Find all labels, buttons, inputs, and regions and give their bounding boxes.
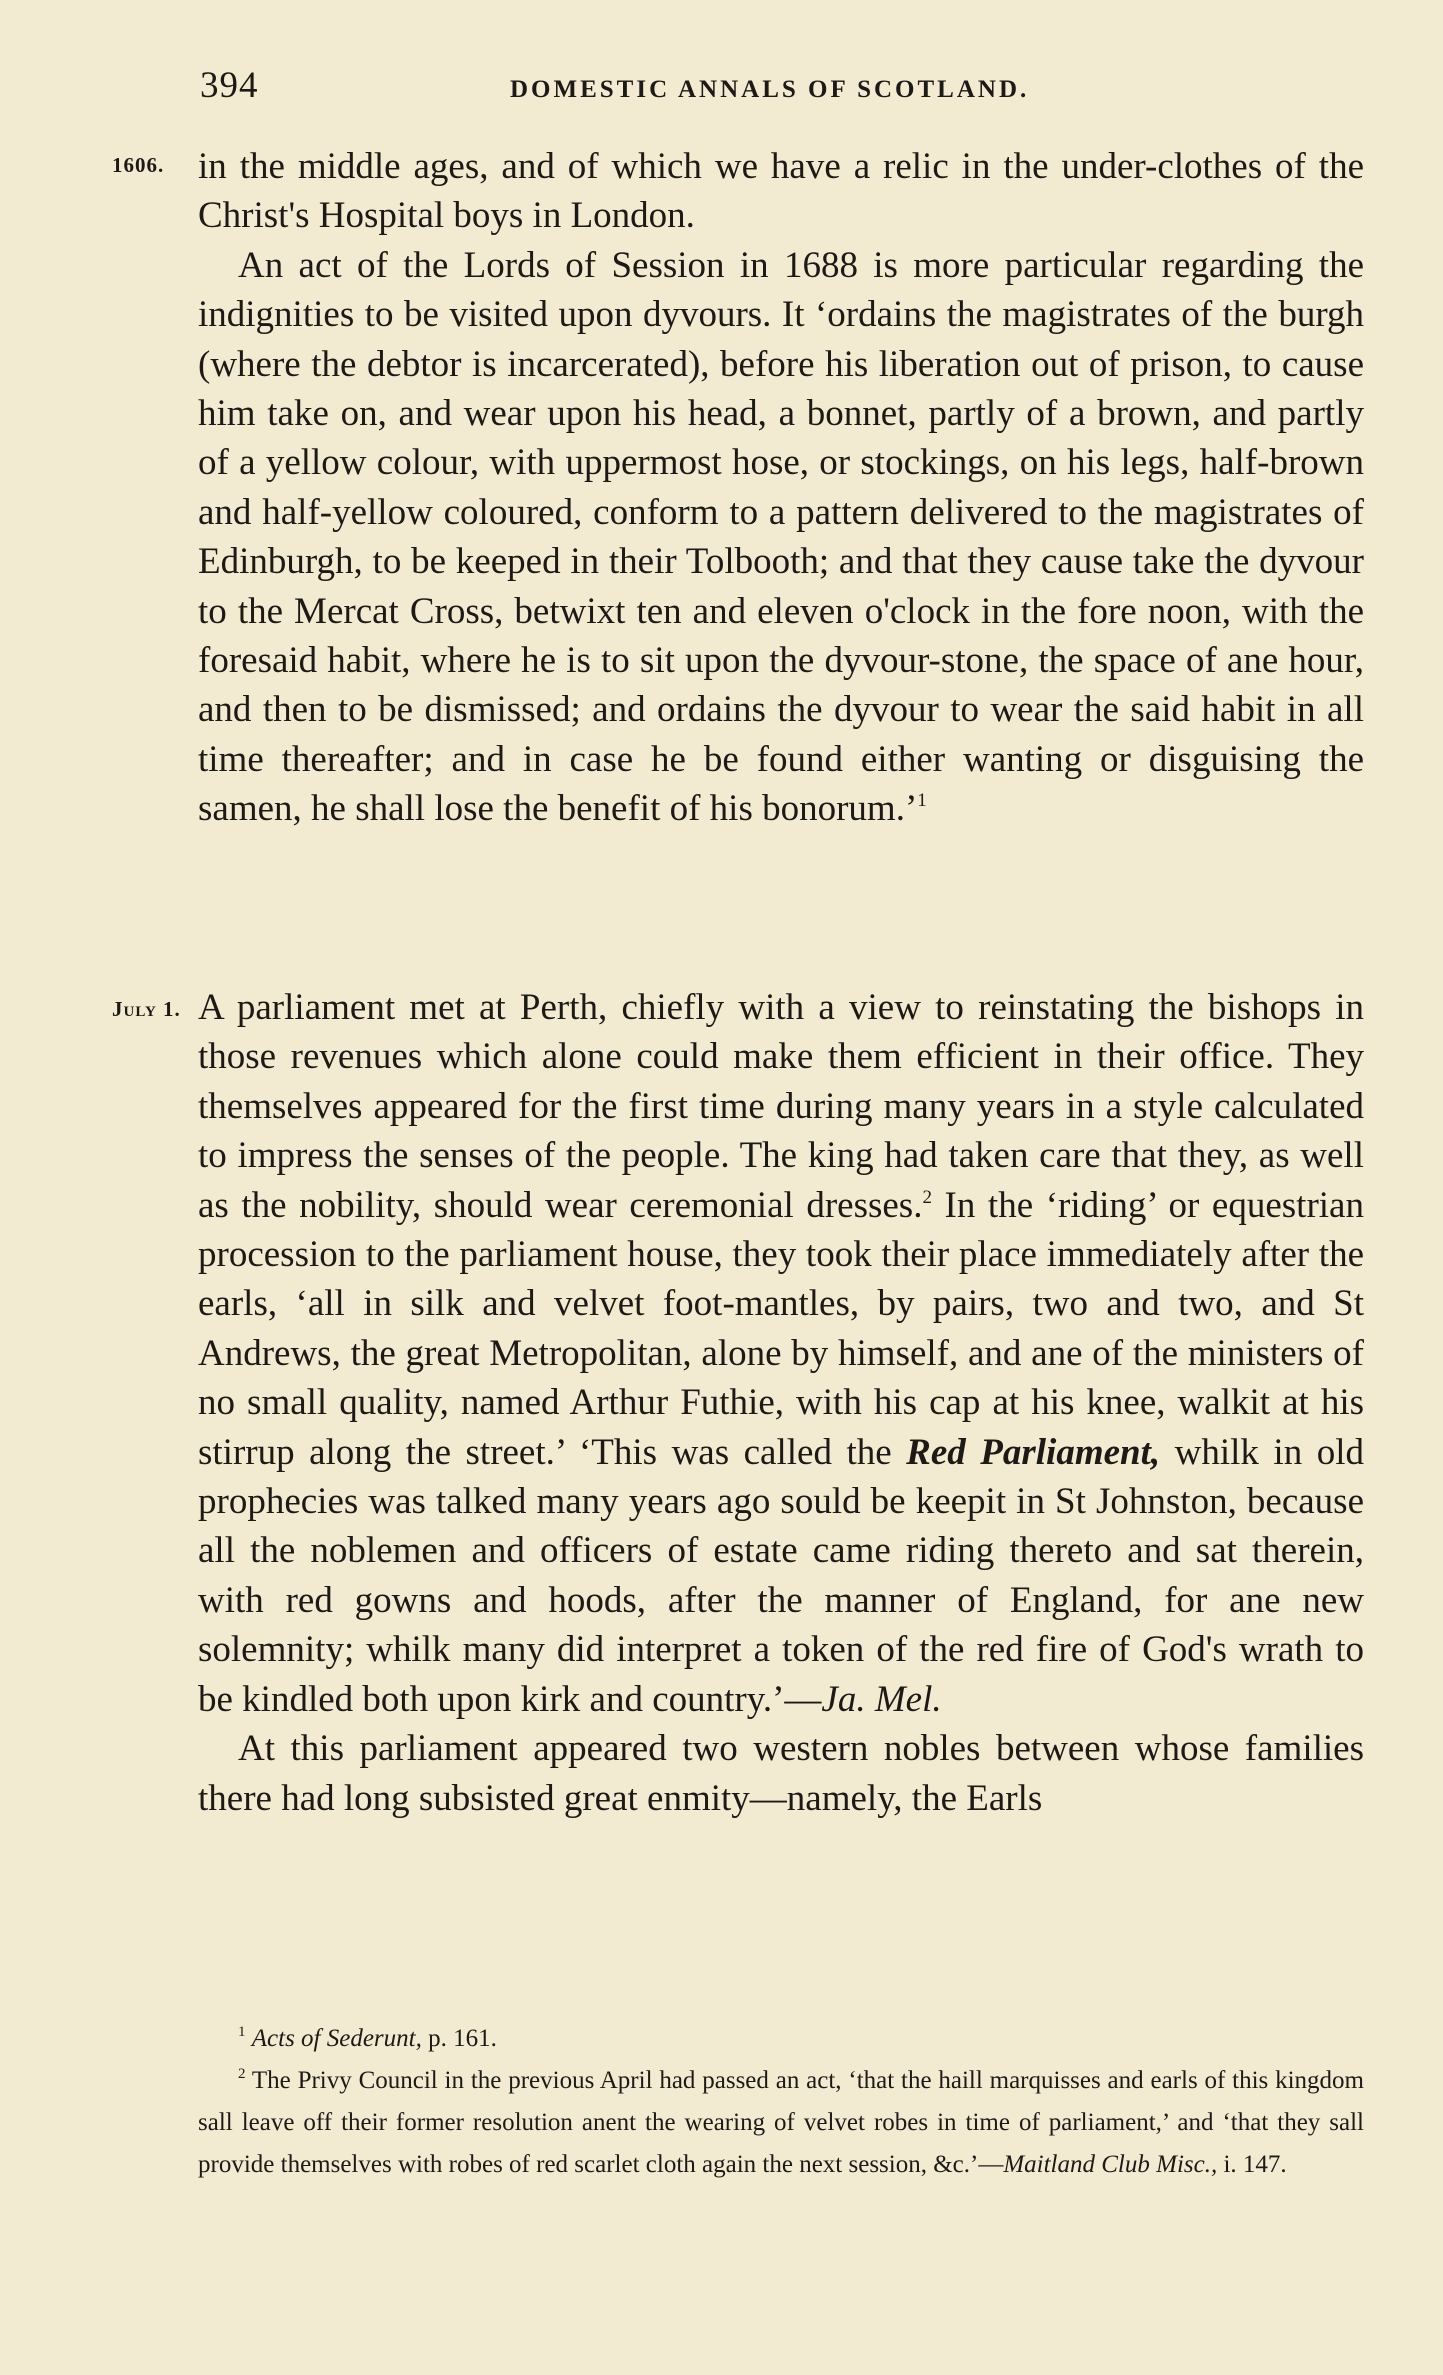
body-text-bottom xyxy=(198,983,1364,1823)
source-citation: Ja. Mel. xyxy=(821,1678,942,1720)
footnote-2-end: i. 147. xyxy=(1217,2151,1287,2178)
paragraph-parliament xyxy=(198,983,1364,1724)
paragraph-act-of-session xyxy=(198,241,1364,834)
footnote-2-source: Maitland Club Misc., xyxy=(1003,2151,1218,2178)
parliament-text-c: whilk in old prophecies was talked many years ago sould be keepit in St Johnston, because all the noblemen and officers of estate came riding thereto and sat therein, with red gowns and hoods, after the manner of England, for ane new solemnity; whilk many did interpret a token of the red fire of God's wrath to be kindled both upon kirk and country.’— xyxy=(198,1431,1364,1720)
parliament-text-a: A parliament met at Perth, chiefly with a view to reinstating the bishops in those revenues which alone could make them efficient in their office. They themselves appeared for the first time during many years in a style calculated to impress the senses of the people. The king had taken care that they, as well as the nobility, should wear ceremonial dresses. xyxy=(198,987,1364,1226)
footnote-ref-1: 1 xyxy=(917,790,927,812)
margin-note-date: July 1. xyxy=(112,997,181,1021)
body-text-top xyxy=(198,142,1364,834)
footnote-2-text: The Privy Council in the previous April had passed an act, ‘that the haill marquisses and earls of this kingdom sall leave off their former resolution anent the wearing of velvet robes in time of parliament,’ and ‘that they sall provide themselves with robes of red scarlet cloth again the next session, &c.’— xyxy=(198,2067,1364,2178)
footnote-1 xyxy=(198,2018,1364,2060)
paragraph-western-nobles: At this parliament appeared two western nobles between whose families there had long subsisted great enmity—namely, the Earls xyxy=(198,1728,1364,1819)
paragraph-act-text: An act of the Lords of Session in 1688 is more particular regarding the indignities to be visited upon dyvours. It ‘ordains the magistrates of the burgh (where the debtor is incarcerated), before his liberation out of prison, to cause him take on, and wear upon his head, a bonnet, partly of a brown, and partly of a yellow colour, with uppermost hose, or stockings, on his legs, half-brown and half-yellow coloured, conform to a pattern delivered to the magistrates of Edinburgh, to be keeped in their Tolbooth; and that they cause take the dyvour to the Mercat Cross, betwixt ten and eleven o'clock in the fore noon, with the foresaid habit, where he is to sit upon the dyvour-stone, the space of ane hour, and then to be dismissed; and ordains the dyvour to wear the said habit in all time thereafter; and in case he be found either wanting or disguising the samen, he shall lose the benefit of his bonorum.’ xyxy=(198,244,1364,830)
footnote-2-mark: 2 xyxy=(238,2066,246,2082)
margin-note-year: 1606. xyxy=(112,153,165,177)
paragraph-continuation: in the middle ages, and of which we have a relic in the under-clothes of the Christ's Hospital boys in London. xyxy=(198,146,1364,237)
red-parliament-term: Red Parliament, xyxy=(906,1431,1161,1473)
footnote-ref-2: 2 xyxy=(922,1186,932,1208)
page-number: 394 xyxy=(200,65,259,106)
footnotes xyxy=(198,2018,1364,2186)
parliament-text-b: In the ‘riding’ or equestrian procession to the parliament house, they took their place immediately after the earls, ‘all in silk and velvet foot-mantles, by pairs, two and two, and St Andrews, the great Metropolitan, alone by himself, and ane of the ministers of no small quality, named Arthur Futhie, with his cap at his knee, walkit at his stirrup along the street.’ ‘This was called the xyxy=(198,1184,1364,1473)
footnote-1-text: p. 161. xyxy=(421,2025,497,2052)
footnote-2 xyxy=(198,2060,1364,2186)
running-head: DOMESTIC ANNALS OF SCOTLAND. xyxy=(510,76,1030,103)
footnote-1-mark: 1 xyxy=(238,2024,246,2040)
footnote-1-title: Acts of Sederunt, xyxy=(251,2025,422,2052)
